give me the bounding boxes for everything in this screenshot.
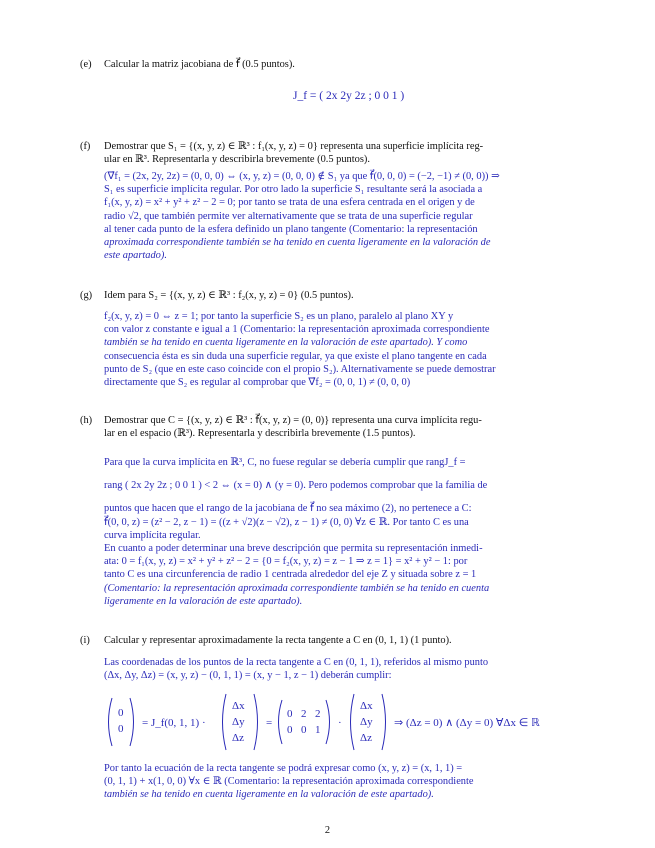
answer-h-line-4: f⃗(0, 0, z) = (z² − 2, z − 1) = ((z + √2)(z − √2), z − 1) ≠ (0, 0) ∀z ∈ ℝ. Por tanto C es una xyxy=(104,516,469,528)
answer-h xyxy=(104,456,635,608)
paren-right-3 xyxy=(326,700,330,744)
question-e: Calcular la matriz jacobiana de f⃗ (0.5 puntos). xyxy=(104,59,295,70)
delta-x-2: Δx xyxy=(360,700,373,712)
m12: 2 xyxy=(301,708,307,720)
answer-g xyxy=(104,310,635,389)
answer-f-line-4: radio √2, que también permite ver alternativamente que se trata de una superficie regular xyxy=(104,210,473,222)
answer-h-line-10: ligeramente en la valoración de este apartado). xyxy=(104,595,303,607)
answer-h-line-8: tanto C es una circunferencia de radio 1 centrada alrededor del eje Z y situada sobre z = 1 xyxy=(104,569,477,581)
answer-h-line-7: ata: 0 = f₁(x, y, z) = x² + y² + z² − 2 = {0 = f₂(x, y, z) = z − 1 ⇒ z = 1} = x² + y² − 1: por xyxy=(104,556,468,568)
question-i: Calcular y representar aproximadamente la recta tangente a C en (0, 1, 1) (1 punto). xyxy=(104,635,452,646)
eq-conclusion: ⇒ (Δz = 0) ∧ (Δy = 0) ∀Δx ∈ ℝ xyxy=(394,717,540,729)
answer-f-line-6: aproximada correspondiente también se ha tenido en cuenta ligeramente en la valoración de xyxy=(104,237,491,249)
jacobian-equation xyxy=(293,90,404,103)
zero-vec-top: 0 xyxy=(118,707,124,719)
answer-g-line-4: consecuencia ésta es sin duda una superficie regular, ya que existe el plano tangente en cada xyxy=(104,350,487,362)
question-f xyxy=(104,140,634,166)
delta-z: Δz xyxy=(232,732,244,744)
paren-left-2 xyxy=(223,694,227,750)
eq-dot: · xyxy=(338,717,342,729)
answer-f-line-2: S₁ es superficie implícita regular. Por otro lado la superficie S₁ resultante será la asociada a xyxy=(104,184,483,196)
answer-h-line-9: (Comentario: la representación aproximada correspondiente también se ha tenido en cuenta xyxy=(104,582,490,594)
page-number: 2 xyxy=(324,825,331,836)
answer-i xyxy=(104,656,635,682)
zero-vec-bottom: 0 xyxy=(118,723,124,735)
answer-g-line-6: directamente que S₂ es regular al comprobar que ∇⃗f₂ = (0, 0, 1) ≠ (0, 0, 0) xyxy=(104,377,411,389)
question-h-line-2: lar en el espacio (ℝ³). Representarla y describirla brevemente (1.5 puntos). xyxy=(104,428,416,440)
item-label-h: (h) xyxy=(80,415,93,426)
paren-left-3 xyxy=(279,700,283,744)
paren-left-1 xyxy=(109,698,113,746)
item-label-g: (g) xyxy=(80,290,93,301)
item-label-f: (f) xyxy=(80,141,91,152)
delta-x: Δx xyxy=(232,700,245,712)
eq-jacobian-at-point: = J_f(0, 1, 1) · xyxy=(142,717,206,729)
answer-h-line-2: rang ( 2x 2y 2z ; 0 0 1 ) < 2 ⇔ (x = 0) ∧ (y = 0). Pero podemos comprobar que la familia de xyxy=(104,480,488,492)
eq-equals: = xyxy=(266,717,273,729)
jacobian-matrix: J_f = ( 2x 2y 2z ; 0 0 1 ) xyxy=(293,90,405,102)
answer-g-line-1: f₂(x, y, z) = 0 ⇔ z = 1; por tanto la superficie S₂ es un plano, paralelo al plano XY y xyxy=(104,311,454,322)
answer-g-line-3: también se ha tenido en cuenta ligeramente en la valoración de este apartado). Y como xyxy=(104,337,468,349)
answer-i-line-5: también se ha tenido en cuenta ligeramente en la valoración de este apartado). xyxy=(104,789,434,801)
delta-y-2: Δy xyxy=(360,716,373,728)
answer-h-line-6: En cuanto a poder determinar una breve descripción que permita su representación inmedi- xyxy=(104,543,483,555)
m11: 0 xyxy=(287,708,293,720)
m23: 1 xyxy=(315,724,321,736)
delta-z-2: Δz xyxy=(360,732,372,744)
answer-g-line-2: con valor z constante e igual a 1 (Comentario: la representación aproximada correspondiente xyxy=(104,324,490,336)
m21: 0 xyxy=(287,724,293,736)
item-label-i: (i) xyxy=(80,635,90,646)
paren-right-4 xyxy=(382,694,386,750)
answer-f-line-3: f₁(x, y, z) = x² + y² + z² − 2 = 0; por tanto se trata de una esfera centrada en el origen y de xyxy=(104,197,475,209)
paren-right-1 xyxy=(130,698,134,746)
answer-i-line-4: (0, 1, 1) + x(1, 0, 0) ∀x ∈ ℝ (Comentario: la representación aproximada correspondiente xyxy=(104,776,474,788)
answer-f-line-1: (∇⃗f₁ = (2x, 2y, 2z) = (0, 0, 0) ⇔ (x, y, z) = (0, 0, 0) ∉ S₁ ya que f⃗(0, 0, 0) = (−2, −1) ≠ (0, 0)) ⇒ xyxy=(104,171,500,182)
question-g: Idem para S₂ = {(x, y, z) ∈ ℝ³ : f₂(x, y, z) = 0} (0.5 puntos). xyxy=(104,290,354,301)
answer-f-line-7: este apartado). xyxy=(104,250,167,262)
answer-i-conclusion xyxy=(104,762,635,802)
answer-g-line-5: punto de S₂ (que en este caso coincide con el propio S₂). Alternativamente se puede demostrar xyxy=(104,363,496,375)
answer-f xyxy=(104,170,635,262)
answer-i-line-3: Por tanto la ecuación de la recta tangente se podrá expresar como (x, y, z) = (x, 1, 1) = xyxy=(104,763,463,774)
answer-f-line-5: al tener cada punto de la esfera definido un plano tangente (Comentario: la representación xyxy=(104,223,478,235)
question-f-line-2: ular en ℝ³. Representarla y describirla brevemente (0.5 puntos). xyxy=(104,154,370,166)
question-h-line-1: Demostrar que C = {(x, y, z) ∈ ℝ³ : f⃗(x, y, z) = (0, 0)} representa una curva implícita regu- xyxy=(104,415,482,426)
paren-right-2 xyxy=(254,694,258,750)
delta-y: Δy xyxy=(232,716,245,728)
answer-i-line-2: (Δx, Δy, Δz) = (x, y, z) − (0, 1, 1) = (x, y − 1, z − 1) deberán cumplir: xyxy=(104,670,392,682)
answer-h-line-1: Para que la curva implícita en ℝ³, C, no fuese regular se debería cumplir que rangJ_f = xyxy=(104,457,466,468)
answer-i-line-1: Las coordenadas de los puntos de la recta tangente a C en (0, 1, 1), referidos al mismo punto xyxy=(104,657,489,668)
tangent-equation xyxy=(104,692,655,752)
answer-h-line-3: puntos que hacen que el rango de la jacobiana de f⃗ no sea máximo (2), no pertenece a C: xyxy=(104,503,472,515)
m13: 2 xyxy=(315,708,321,720)
question-h xyxy=(104,414,634,440)
paren-left-4 xyxy=(351,694,355,750)
answer-h-line-5: curva implícita regular. xyxy=(104,529,201,541)
item-label-e: (e) xyxy=(80,59,92,70)
m22: 0 xyxy=(301,724,307,736)
question-f-line-1: Demostrar que S₁ = {(x, y, z) ∈ ℝ³ : f₁(x, y, z) = 0} representa una superficie implícita reg- xyxy=(104,141,484,152)
